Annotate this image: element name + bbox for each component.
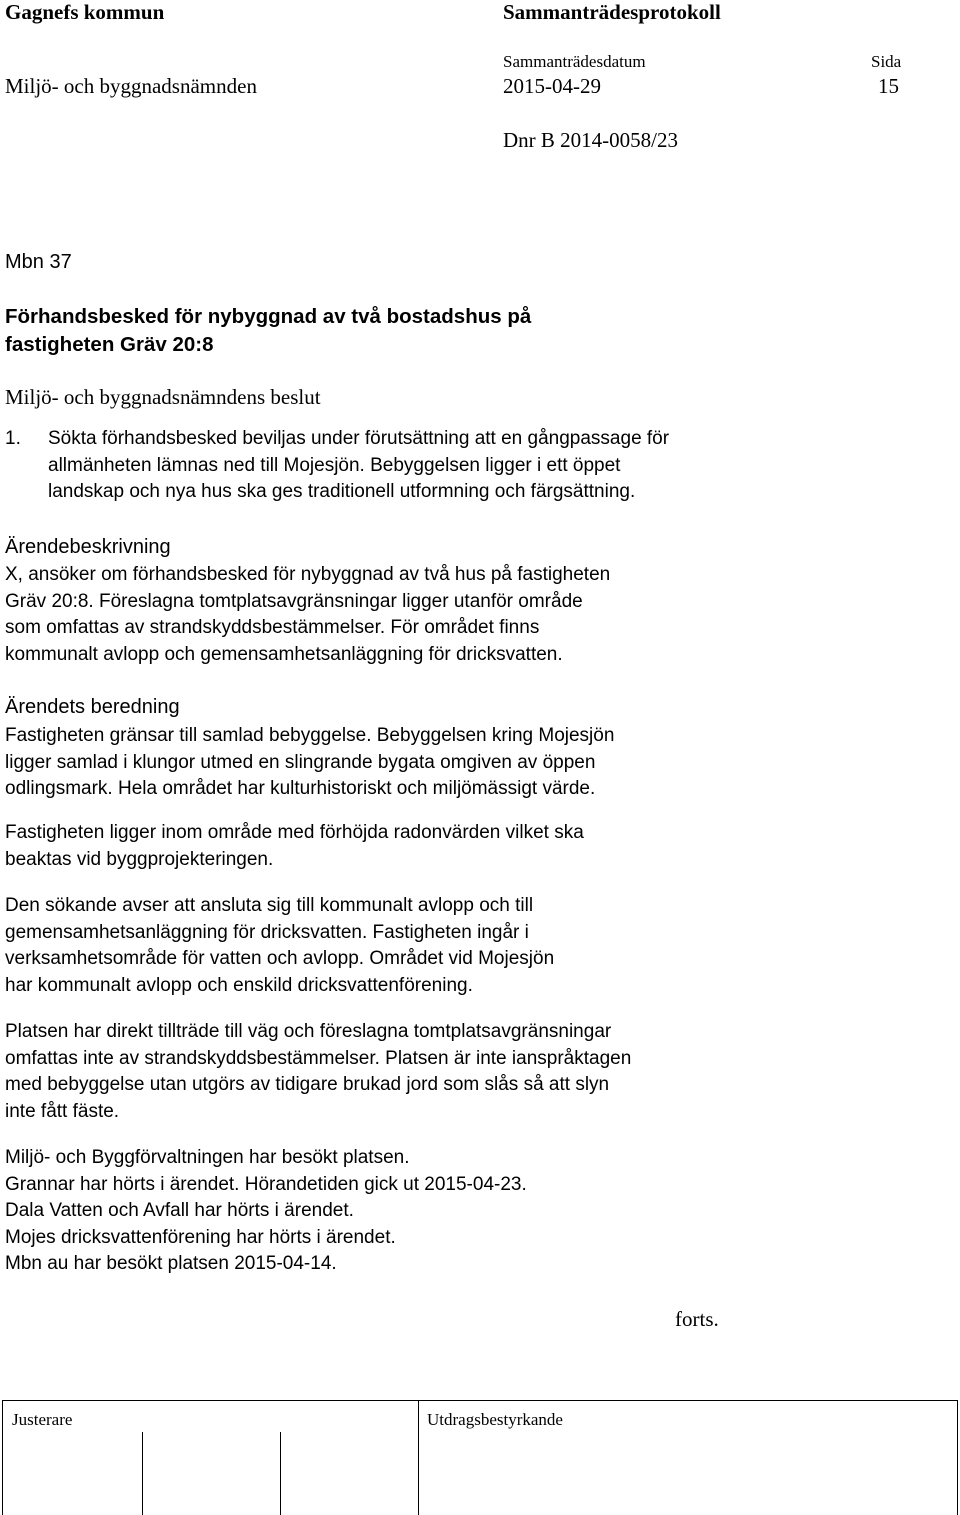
decision-text [48, 426, 948, 506]
decision-line: landskap och nya hus ska ges traditionell utformning och färgsättning. [48, 481, 636, 502]
description-heading: Ärendebeskrivning [5, 536, 171, 558]
decision-line: allmänheten lämnas ned till Mojesjön. Bebyggelsen ligger i ett öppet [48, 454, 621, 476]
preparation-line: Fastigheten gränsar till samlad bebyggelse. Bebyggelsen kring Mojesjön [5, 725, 615, 746]
description-line: Gräv 20:8. Föreslagna tomtplatsavgränsningar ligger utanför område [5, 590, 583, 612]
continued-note: forts. [675, 1307, 719, 1331]
footer-top-rule [2, 1400, 958, 1401]
page-label: Sida [871, 52, 902, 71]
preparation-line: odlingsmark. Hela området har kulturhistoriskt och miljömässigt värde. [5, 778, 596, 799]
decision-line: Sökta förhandsbesked beviljas under förutsättning att en gångpassage för [48, 428, 670, 449]
page-number: 15 [878, 74, 899, 98]
paragraph-number: Mbn 37 [5, 251, 72, 273]
case-title-line: fastigheten Gräv 20:8 [5, 333, 214, 356]
preparation-paragraph [5, 723, 945, 803]
case-number: Dnr B 2014-0058/23 [503, 128, 678, 152]
preparation-line: verksamhetsområde för vatten och avlopp. Området vid Mojesjön [5, 948, 555, 969]
committee-name: Miljö- och byggnadsnämnden [5, 74, 257, 98]
footer-left-border [2, 1400, 3, 1515]
preparation-line: Mbn au har besökt platsen 2015-04-14. [5, 1253, 337, 1274]
preparation-paragraph [5, 820, 945, 873]
preparation-line: beaktas vid byggprojekteringen. [5, 848, 274, 870]
preparation-line: inte fått fäste. [5, 1100, 120, 1122]
preparation-line: Grannar har hörts i ärendet. Hörandetiden gick ut 2015-04-23. [5, 1173, 527, 1195]
preparation-line: ligger samlad i klungor utmed en slingrande bygata omgiven av öppen [5, 751, 596, 773]
preparation-line: Dala Vatten och Avfall har hörts i ärendet. [5, 1200, 354, 1221]
preparation-line: Den sökande avser att ansluta sig till kommunalt avlopp och till [5, 895, 534, 916]
preparation-line: Miljö- och Byggförvaltningen har besökt platsen. [5, 1147, 410, 1168]
preparation-paragraph [5, 1019, 945, 1125]
preparation-line: har kommunalt avlopp och enskild dricksvattenförening. [5, 974, 473, 996]
adjusters-label: Justerare [12, 1410, 73, 1429]
decision-list-number: 1. [5, 428, 21, 449]
case-title-line: Förhandsbesked för nybyggnad av två bostadshus på [5, 305, 532, 328]
case-title [5, 303, 945, 359]
description-line: X, ansöker om förhandsbesked för nybyggnad av två hus på fastigheten [5, 564, 611, 585]
document-type: Sammanträdesprotokoll [503, 0, 721, 24]
signature-box-divider [142, 1432, 143, 1515]
certification-label: Utdragsbestyrkande [427, 1410, 563, 1429]
meeting-date: 2015-04-29 [503, 74, 601, 98]
preparation-line: med bebyggelse utan utgörs av tidigare brukad jord som slås så att slyn [5, 1074, 610, 1095]
preparation-line: Mojes dricksvattenförening har hörts i ärendet. [5, 1226, 396, 1248]
preparation-line: gemensamhetsanläggning för dricksvatten. Fastigheten ingår i [5, 921, 529, 943]
preparation-line: omfattas inte av strandskyddsbestämmelser. Platsen är inte ianspråktagen [5, 1047, 632, 1069]
meeting-date-label: Sammanträdesdatum [503, 52, 646, 71]
description-line: som omfattas av strandskyddsbestämmelser. För området finns [5, 617, 540, 638]
municipality-name: Gagnefs kommun [5, 0, 165, 24]
decision-heading: Miljö- och byggnadsnämndens beslut [5, 385, 321, 409]
description-line: kommunalt avlopp och gemensamhetsanläggning för dricksvatten. [5, 643, 563, 665]
signature-box-divider [280, 1432, 281, 1515]
footer-divider [418, 1400, 419, 1515]
preparation-paragraph [5, 1145, 945, 1278]
preparation-line: Fastigheten ligger inom område med förhöjda radonvärden vilket ska [5, 822, 584, 843]
footer-right-border [957, 1400, 958, 1515]
preparation-paragraph [5, 893, 945, 999]
preparation-line: Platsen har direkt tillträde till väg och föreslagna tomtplatsavgränsningar [5, 1021, 612, 1042]
preparation-heading: Ärendets beredning [5, 696, 180, 718]
description-text [5, 562, 945, 668]
